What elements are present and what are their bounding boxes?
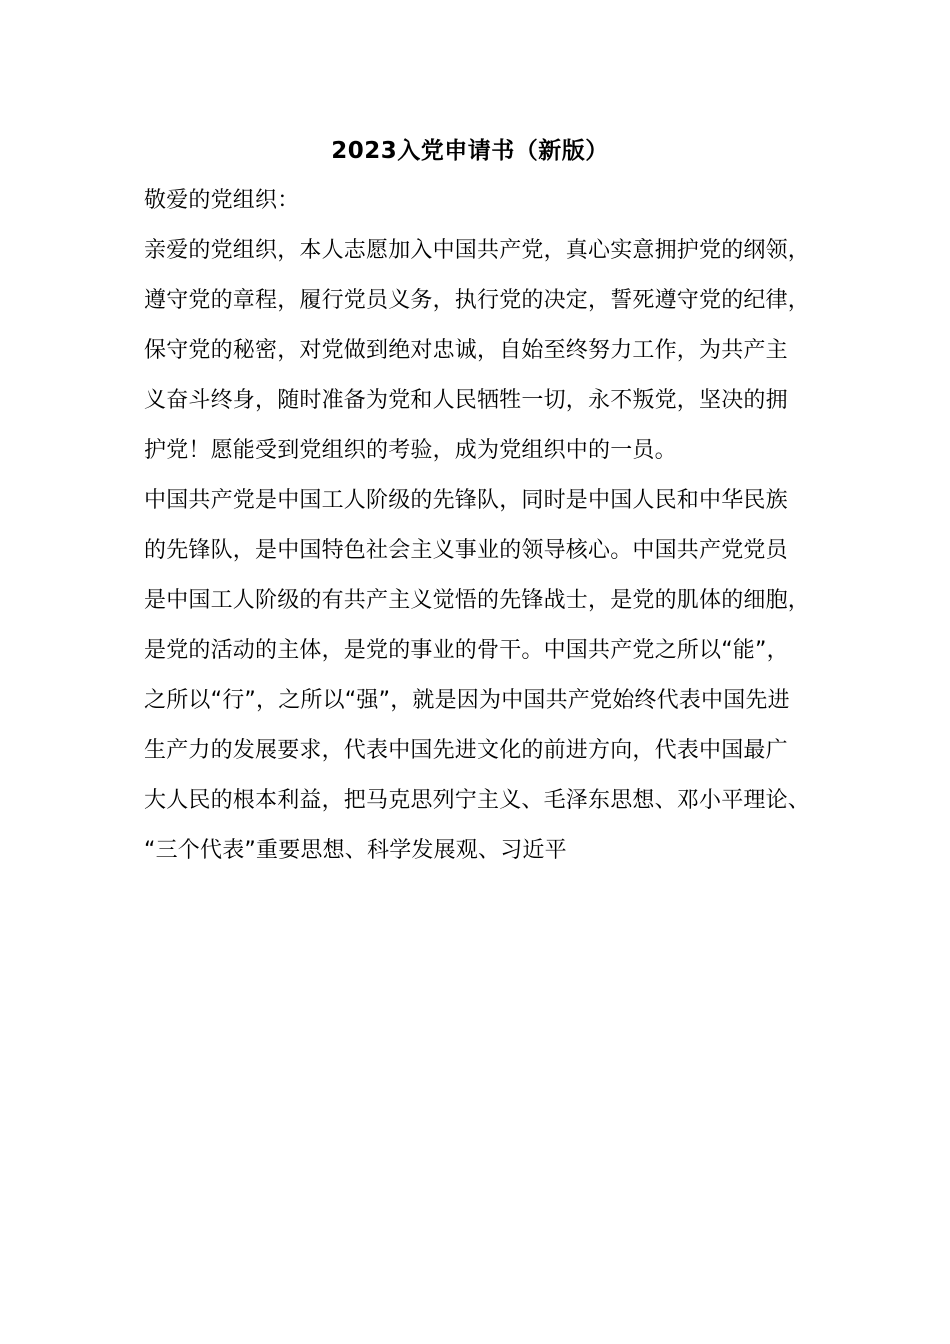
- body-line: 义奋斗终身，随时准备为党和人民牺牲一切，永不叛党，坚决的拥: [144, 388, 788, 413]
- body-line: 大人民的根本利益，把马克思列宁主义、毛泽东思想、邓小平理论、: [144, 788, 811, 813]
- body-line: 是党的活动的主体，是党的事业的骨干。中国共产党之所以“能”，: [144, 638, 789, 663]
- body-line: 遵守党的章程，履行党员义务，执行党的决定，誓死遵守党的纪律，: [144, 288, 811, 313]
- body-line: 护党！愿能受到党组织的考验，成为党组织中的一员。: [144, 438, 677, 463]
- body-line: 之所以“行”，之所以“强”，就是因为中国共产党始终代表中国先进: [144, 688, 790, 713]
- body-line: 亲爱的党组织，本人志愿加入中国共产党，真心实意拥护党的纲领，: [144, 238, 811, 263]
- salutation-line: 敬爱的党组织：: [144, 188, 300, 213]
- body-line: 生产力的发展要求，代表中国先进文化的前进方向，代表中国最广: [144, 738, 788, 763]
- body-line: 中国共产党是中国工人阶级的先锋队，同时是中国人民和中华民族: [144, 488, 788, 513]
- body-line: 的先锋队，是中国特色社会主义事业的领导核心。中国共产党党员: [144, 538, 788, 563]
- body-line: 保守党的秘密，对党做到绝对忠诚，自始至终努力工作，为共产主: [144, 338, 788, 363]
- body-line: 是中国工人阶级的有共产主义觉悟的先锋战士，是党的肌体的细胞，: [144, 588, 811, 613]
- body-line: “三个代表”重要思想、科学发展观、习近平: [144, 838, 567, 863]
- document-title: 2023入党申请书（新版）: [331, 138, 609, 164]
- document-body: [144, 183, 834, 883]
